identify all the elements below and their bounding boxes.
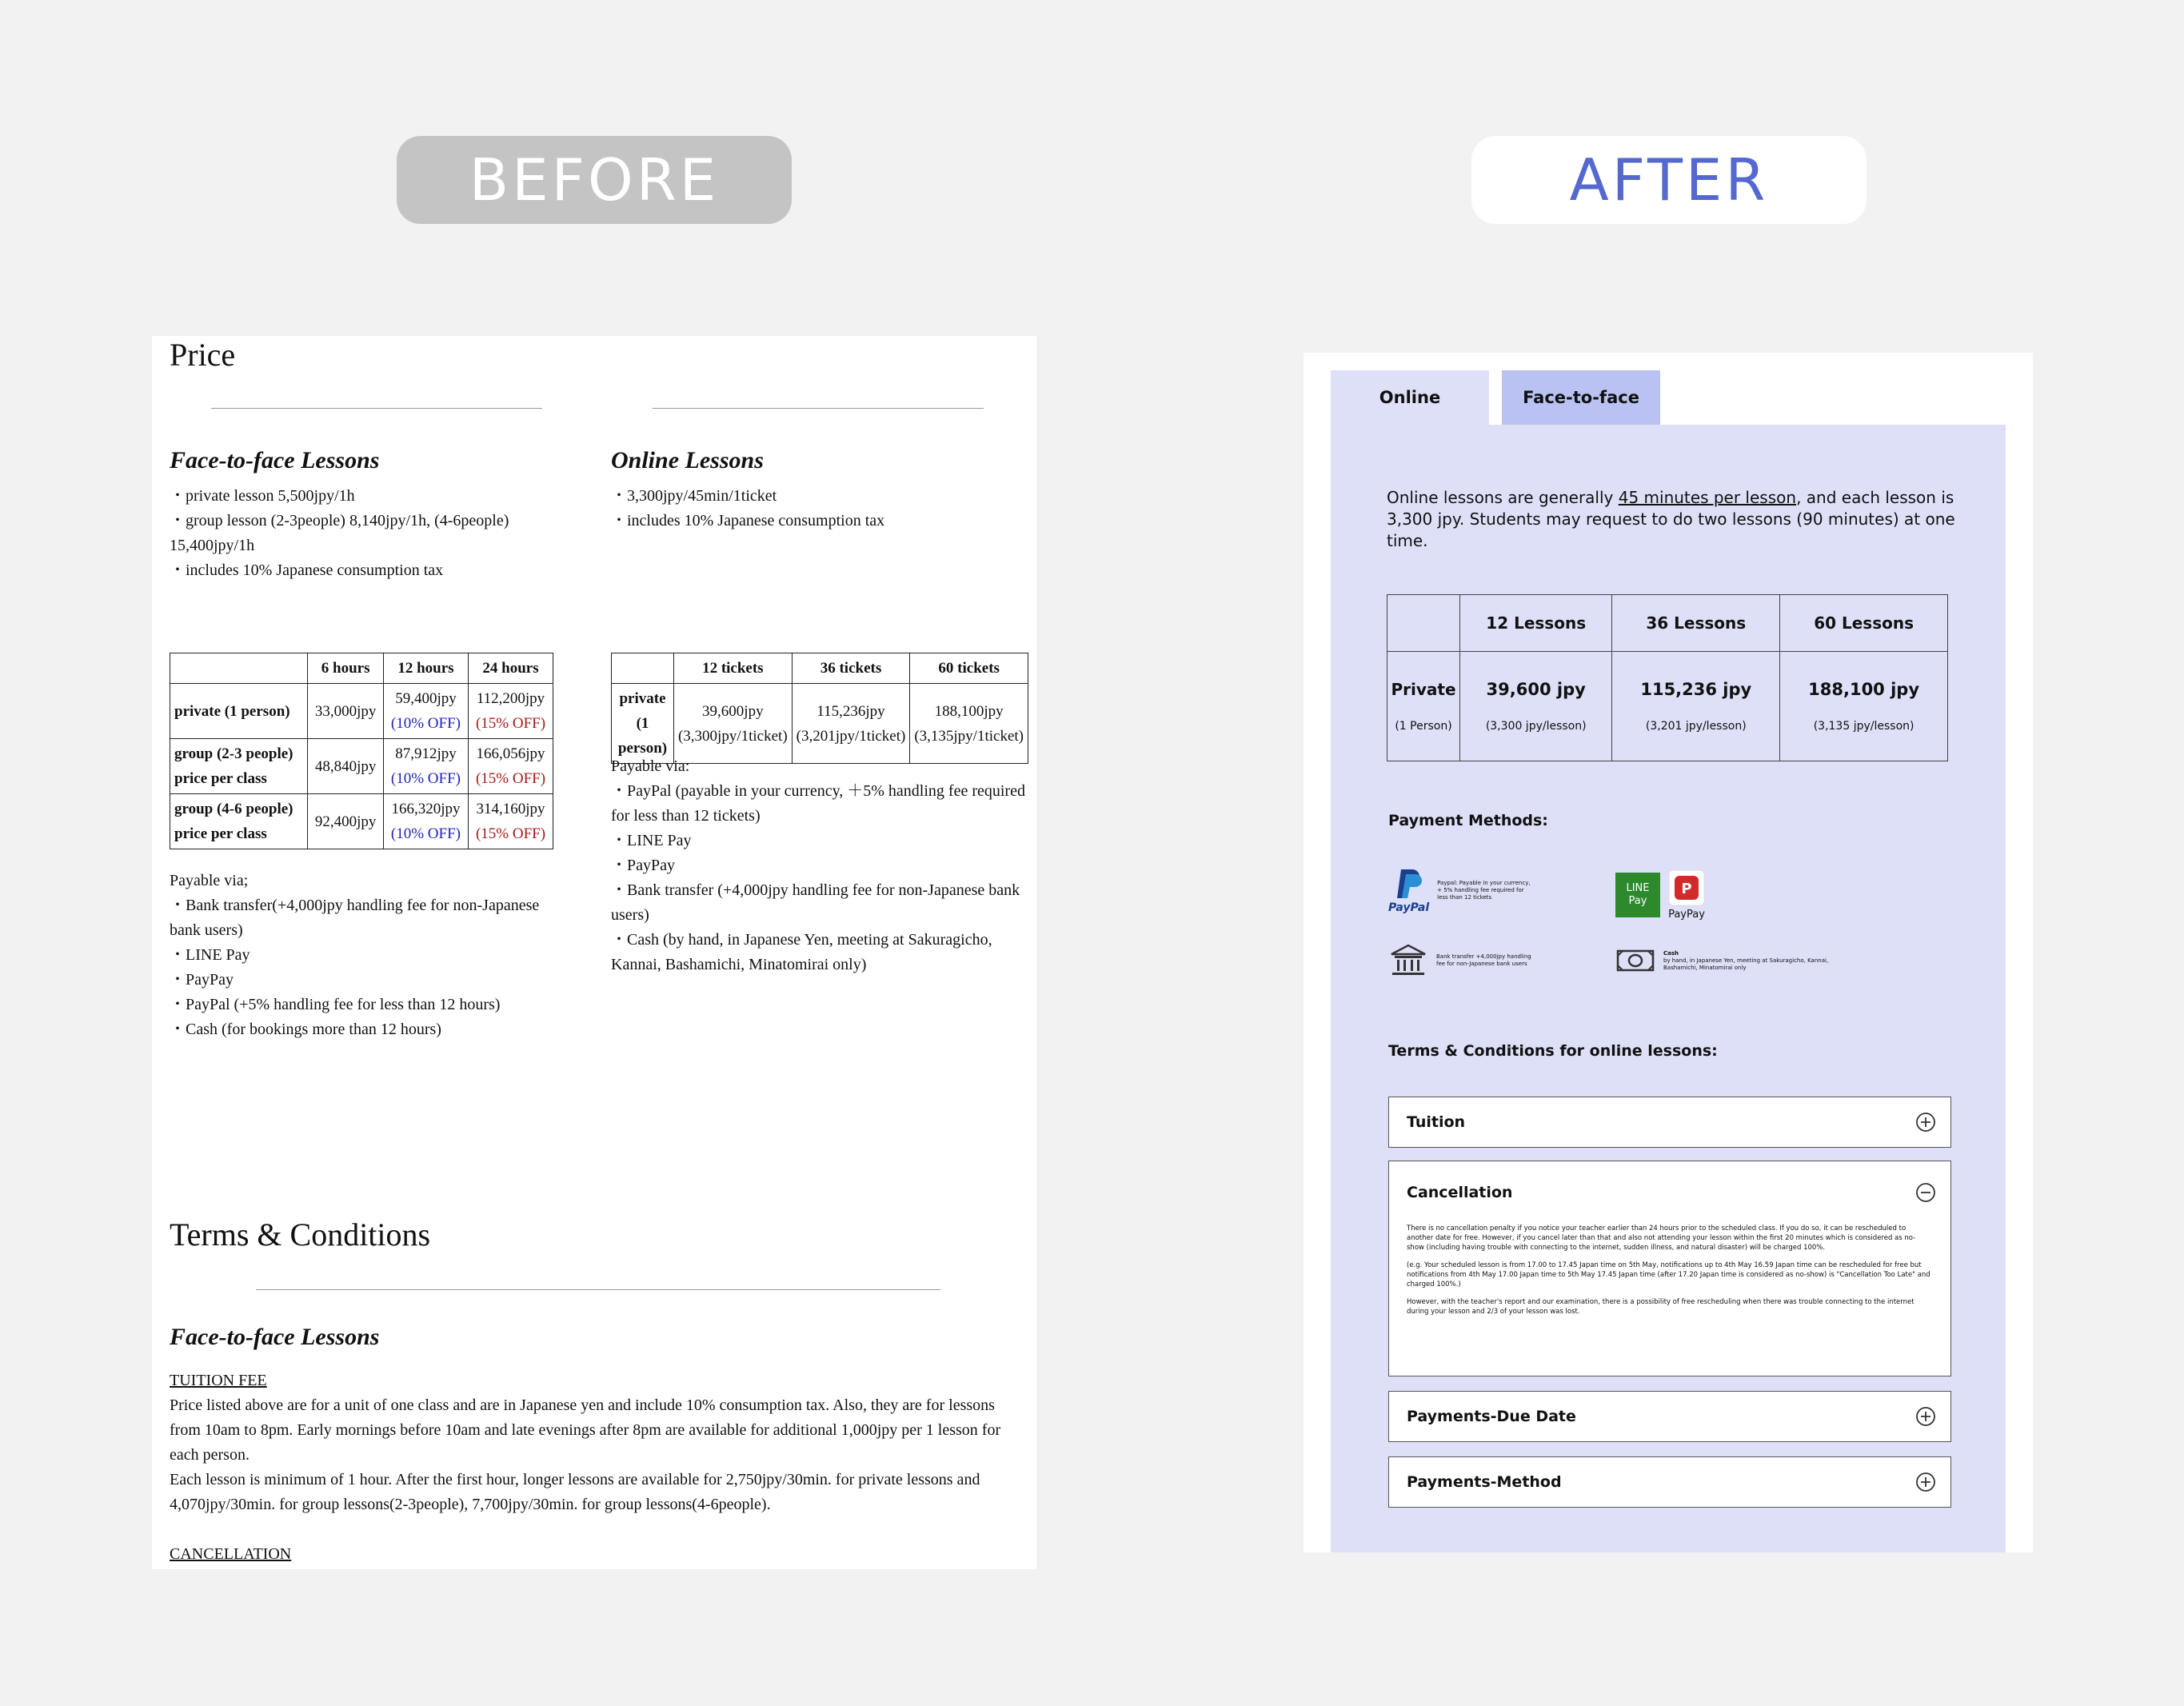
online-payable-list <box>611 754 1027 977</box>
table-cell: 188,100 jpy (3,135 jpy/lesson) <box>1780 652 1948 761</box>
list-item: ・PayPay <box>170 971 234 989</box>
online-price-table <box>611 653 1028 764</box>
online-bullet: ・includes 10% Japanese consumption tax <box>611 512 885 529</box>
accordion-title: Payments-Due Date <box>1407 1408 1576 1425</box>
table-row <box>612 684 1028 764</box>
face-payable-list <box>170 869 569 1042</box>
list-item: Payable via; <box>170 872 249 889</box>
row-label: private (1 person) <box>170 684 308 739</box>
before-panel <box>152 336 1036 1569</box>
face-bullet: ・group lesson (2-3people) 8,140jpy/1h, (4-6people) 15,400jpy/1h <box>170 512 509 554</box>
row-label: group (4-6 people) price per class <box>170 794 308 849</box>
accordion-payments-method[interactable] <box>1388 1456 1951 1508</box>
terms-title: Terms & Conditions <box>170 1217 431 1253</box>
table-header: 60 Lessons <box>1780 595 1948 652</box>
table-cell: 115,236jpy (3,201jpy/1ticket) <box>792 684 910 764</box>
table-header: 12 tickets <box>673 653 792 684</box>
line-pay-method <box>1615 869 1705 921</box>
table-cell: 59,400jpy (10% OFF) <box>383 684 468 739</box>
table-corner <box>1387 595 1460 652</box>
table-header: 12 hours <box>383 653 468 684</box>
list-item: ・Cash (for bookings more than 12 hours) <box>170 1021 441 1038</box>
list-item: ・Bank transfer(+4,000jpy handling fee for non-Japanese bank users) <box>170 897 540 939</box>
accordion-cancellation[interactable] <box>1388 1161 1951 1376</box>
paypal-note: Paypal: Payable in your currency, + 5% handling fee required for less than 12 tickets <box>1437 879 1531 901</box>
bank-transfer-method <box>1388 943 1540 978</box>
table-row <box>170 739 553 794</box>
table-row <box>170 794 553 849</box>
paypal-method <box>1388 866 1533 914</box>
face-price-table <box>170 653 553 849</box>
table-cell: 87,912jpy (10% OFF) <box>383 739 468 794</box>
row-label: group (2-3 people) price per class <box>170 739 308 794</box>
list-item: ・PayPal (payable in your currency, ＋5% handling fee required for less than 12 tickets) <box>611 782 1025 825</box>
cash-note: Cash by hand, in Japanese Yen, meeting at Sakuragicho, Kannai, Bashamichi, Minatomirai only <box>1663 949 1829 971</box>
list-item: ・LINE Pay <box>170 946 250 964</box>
price-title: Price <box>170 337 236 373</box>
before-label: BEFORE <box>397 136 792 224</box>
row-label: Private (1 Person) <box>1387 652 1460 761</box>
expand-icon[interactable] <box>1915 1112 1936 1133</box>
list-item: ・PayPay <box>611 857 675 874</box>
table-cell: 48,840jpy <box>308 739 384 794</box>
table-cell: 112,200jpy (15% OFF) <box>468 684 553 739</box>
table-cell: 92,400jpy <box>308 794 384 849</box>
table-header: 24 hours <box>468 653 553 684</box>
face-bullet: ・includes 10% Japanese consumption tax <box>170 561 444 579</box>
paypal-logo: PayPal <box>1388 901 1430 914</box>
table-header: 36 Lessons <box>1612 595 1780 652</box>
list-item: Payable via: <box>611 757 690 775</box>
table-header: 60 tickets <box>910 653 1028 684</box>
list-item: ・Bank transfer (+4,000jpy handling fee for non-Japanese bank users) <box>611 881 1020 924</box>
terms-face-heading: Face-to-face Lessons <box>170 1324 380 1350</box>
table-cell: 39,600 jpy (3,300 jpy/lesson) <box>1460 652 1612 761</box>
face-heading: Face-to-face Lessons <box>170 447 380 473</box>
paypal-icon <box>1393 866 1425 901</box>
table-header: 6 hours <box>308 653 384 684</box>
cash-method <box>1615 946 1831 975</box>
online-column <box>611 448 1027 533</box>
online-price-table <box>1387 594 1948 761</box>
collapse-icon[interactable] <box>1915 1182 1936 1203</box>
face-column <box>170 448 553 583</box>
divider <box>653 408 984 409</box>
table-cell: 166,056jpy (15% OFF) <box>468 739 553 794</box>
tab-online[interactable]: Online <box>1331 370 1489 425</box>
online-bullet: ・3,300jpy/45min/1ticket <box>611 487 777 505</box>
line-pay-icon: LINE Pay <box>1615 873 1660 917</box>
online-heading: Online Lessons <box>611 447 764 473</box>
table-row <box>1387 652 1948 761</box>
list-item: ・Cash (by hand, in Japanese Yen, meeting at Sakuragicho, Kannai, Bashamichi, Minatomirai only) <box>611 931 992 973</box>
table-header: 12 Lessons <box>1460 595 1612 652</box>
after-label: AFTER <box>1471 136 1867 224</box>
expand-icon[interactable] <box>1915 1472 1936 1492</box>
table-cell: 39,600jpy (3,300jpy/1ticket) <box>673 684 792 764</box>
face-bullet: ・private lesson 5,500jpy/1h <box>170 487 355 505</box>
table-cell: 115,236 jpy (3,201 jpy/lesson) <box>1612 652 1780 761</box>
paypay-method <box>1668 869 1705 921</box>
table-header: 36 tickets <box>792 653 910 684</box>
table-cell: 188,100jpy (3,135jpy/1ticket) <box>910 684 1028 764</box>
table-corner <box>170 653 308 684</box>
cash-icon <box>1615 946 1655 975</box>
cancellation-body: There is no cancellation penalty if you notice your teacher earlier than 24 hours prior to the scheduled class. If you do so, it can be rescheduled to another date for free. However, if you cancel later than that and also not attending your lesson within the first 20 minutes which is considered as no-show (including having trouble with connecting to the internet, sudden illness, and natural disaster) will be charged 100%. (e.g. Your scheduled lesson is from 17.00 to 17.45 Japan time on 5th May, notifications up to 4th May 16.59 Japan time can be rescheduled for free but notifications from 4th May 17.00 Japan time to 5th May 17.45 Japan time (after 17.20 Japan time is considered as no-show) is "Cancellation Too Late" and charged 100%.) However, with the teacher's report and our examination, there is a possibility of free rescheduling when there was trouble connecting to the internet during your lesson and 2/3 of your lesson was lost. <box>1407 1225 1930 1316</box>
online-intro: Online lessons are generally 45 minutes per lesson, and each lesson is 3,300 jpy. Students may request to do two lessons (90 minutes) at one time. <box>1387 488 1955 550</box>
expand-icon[interactable] <box>1915 1406 1936 1427</box>
accordion-payments-due-date[interactable] <box>1388 1391 1951 1442</box>
cancellation-label: CANCELLATION <box>170 1545 292 1563</box>
divider <box>256 1289 940 1290</box>
svg-text:P: P <box>1681 881 1692 897</box>
tuition-fee-label: TUITION FEE <box>170 1372 267 1389</box>
tab-face-to-face[interactable]: Face-to-face <box>1502 370 1660 425</box>
bank-icon <box>1388 943 1428 978</box>
terms-online-heading: Terms & Conditions for online lessons: <box>1388 1042 1718 1060</box>
list-item: ・LINE Pay <box>611 832 692 849</box>
accordion-tuition[interactable] <box>1388 1097 1951 1148</box>
accordion-title: Cancellation <box>1407 1184 1513 1201</box>
accordion-title: Tuition <box>1407 1113 1466 1131</box>
accordion-title: Payments-Method <box>1407 1473 1562 1491</box>
tuition-body: Price listed above are for a unit of one class and are in Japanese yen and include 10% consumption tax. Also, they are for lessons from 10am to 8pm. Early mornings before 10am and late evenings after 8pm are available for additional 1,000jpy per 1 lesson for each person. Each lesson is minimum of 1 hour. After the first hour, longer lessons are available for 2,750jpy/30min. for private lessons and 4,070jpy/30min. for group lessons(2-3people), 7,700jpy/30min. for group lessons(4-6people). <box>170 1396 1001 1513</box>
table-corner <box>612 653 674 684</box>
paypay-icon <box>1668 869 1705 906</box>
divider <box>211 408 542 409</box>
payment-methods-heading: Payment Methods: <box>1388 812 1548 829</box>
row-label: private (1 person) <box>612 684 674 764</box>
bank-note: Bank transfer +4,000jpy handling fee for non-Japanese bank users <box>1436 953 1531 967</box>
table-cell: 314,160jpy (15% OFF) <box>468 794 553 849</box>
table-cell: 166,320jpy (10% OFF) <box>383 794 468 849</box>
table-row <box>170 684 553 739</box>
tab-content <box>1331 425 2006 1552</box>
list-item: ・PayPal (+5% handling fee for less than 12 hours) <box>170 996 501 1013</box>
table-cell: 33,000jpy <box>308 684 384 739</box>
after-panel <box>1304 353 2033 1552</box>
paypay-logo: PayPay <box>1668 909 1705 921</box>
